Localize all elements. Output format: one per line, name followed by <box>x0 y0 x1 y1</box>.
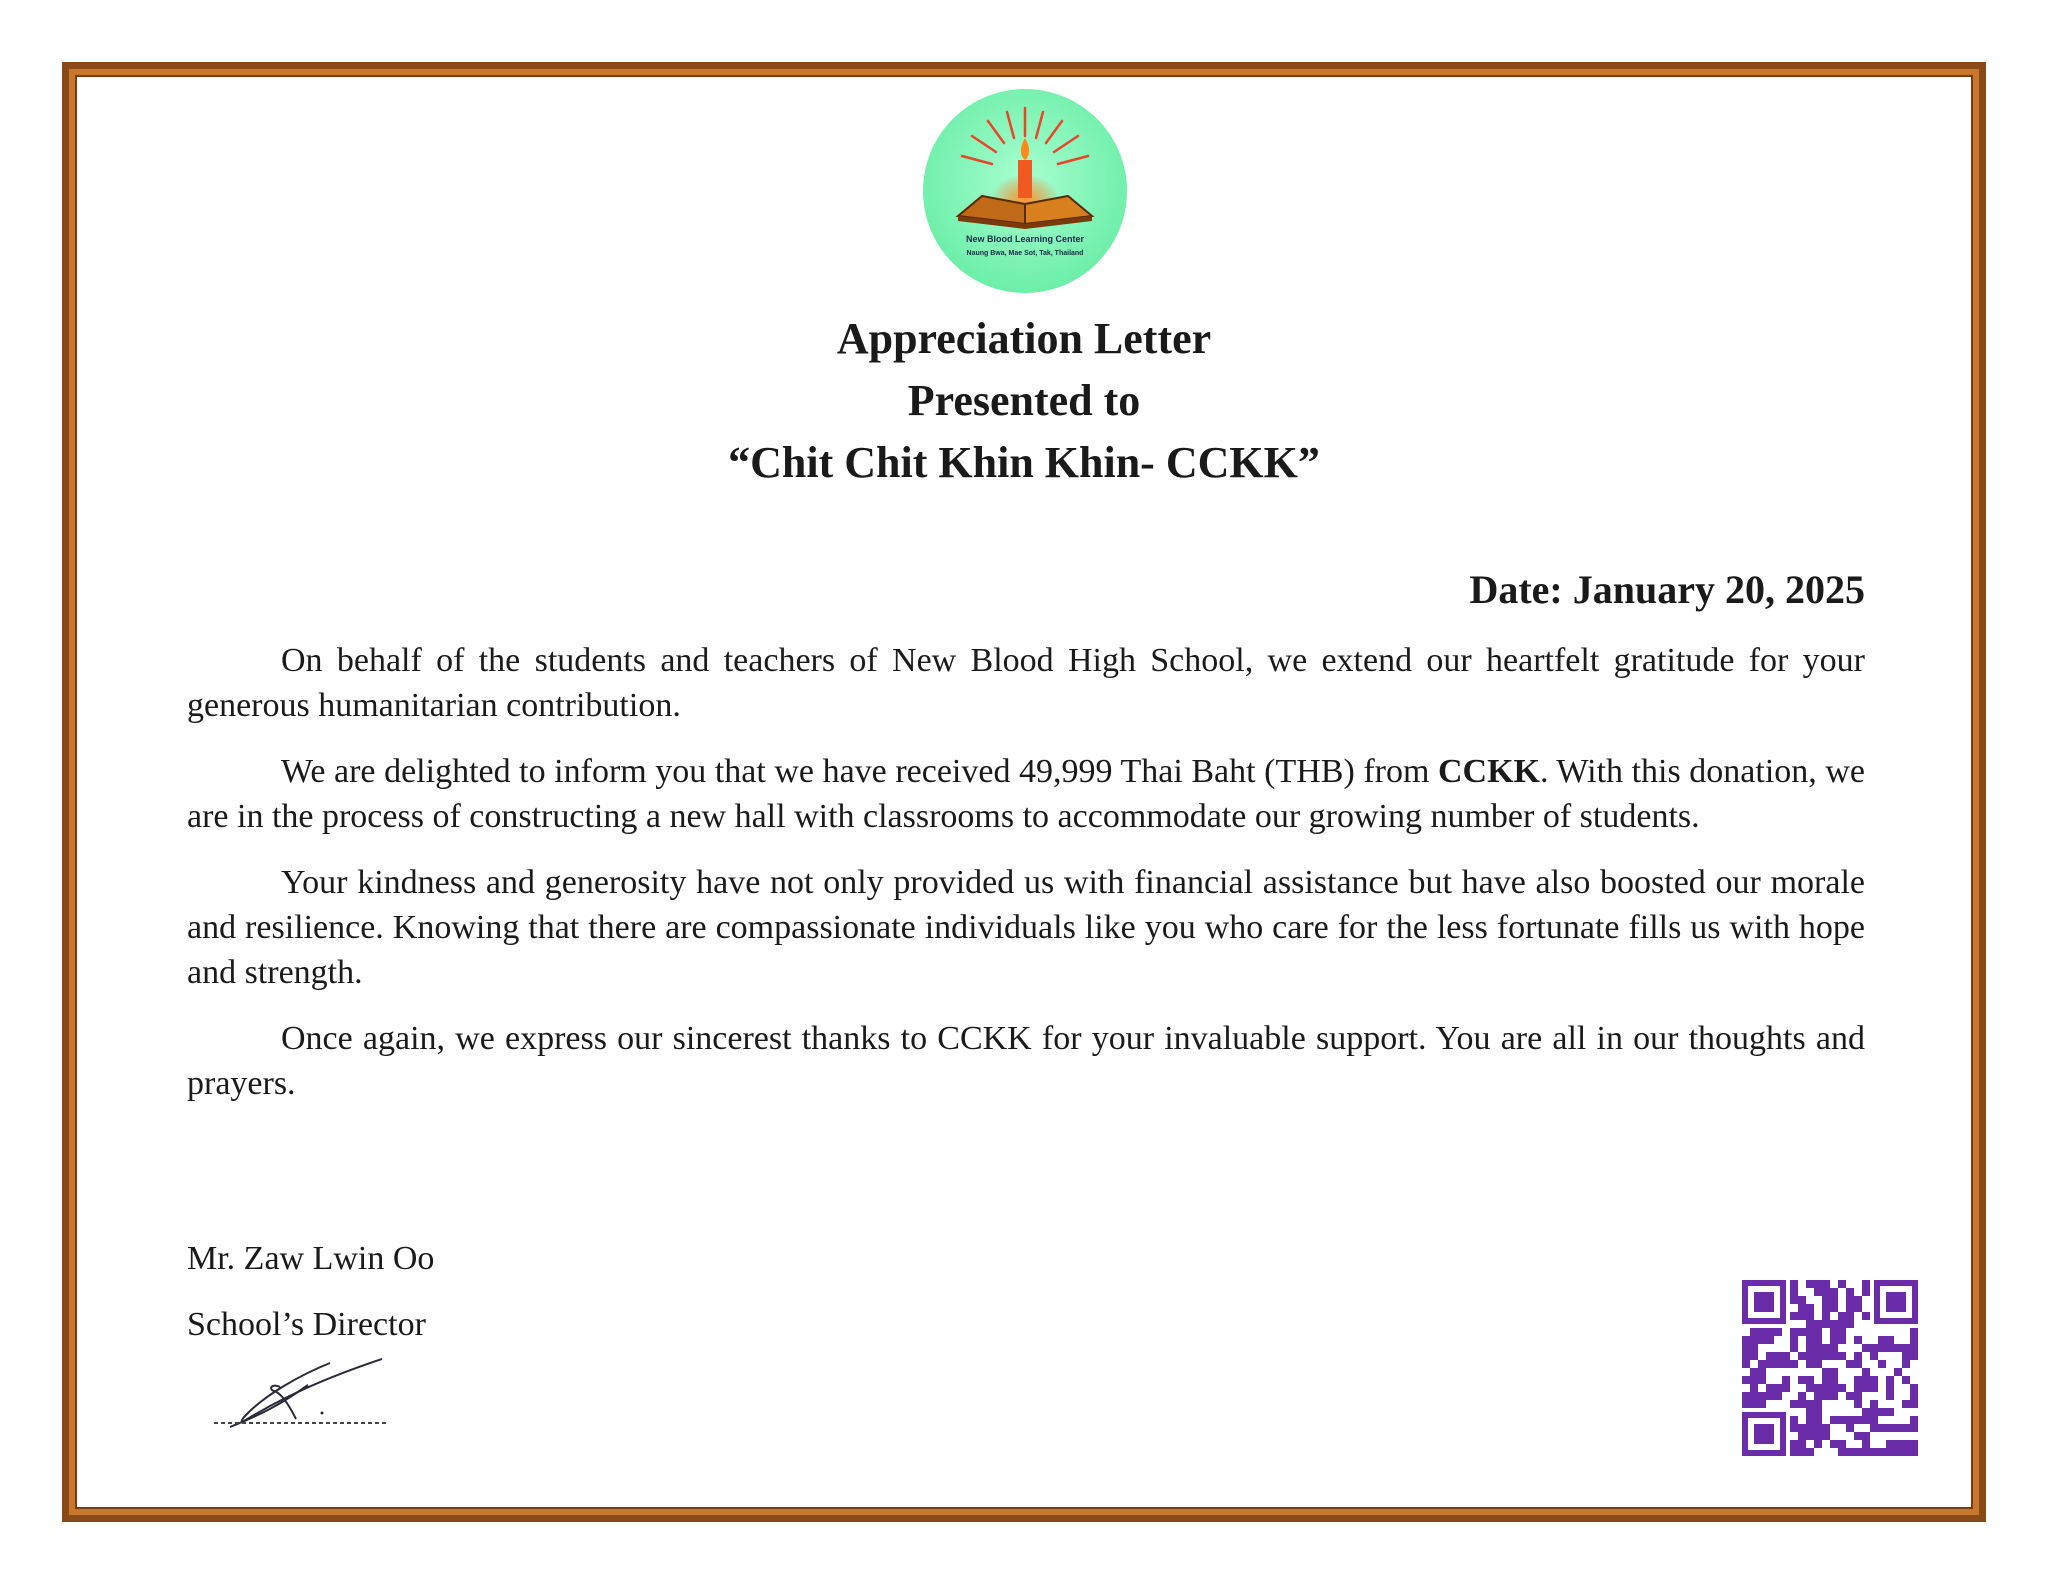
letter-date: Date: January 20, 2025 <box>1469 567 1865 612</box>
donor-name: CCKK <box>1437 753 1540 790</box>
logo-name: New Blood Learning Center <box>965 234 1085 244</box>
paragraph-4: Once again, we express our sincerest thanks to CCKK for your invaluable support. You are all in our thoughts and prayers. <box>187 1020 1865 1102</box>
title-line-1: Appreciation Letter <box>836 314 1212 363</box>
candle-book-icon <box>922 88 1128 294</box>
letter-title <box>0 308 2048 494</box>
letter-body <box>187 638 1865 1127</box>
paragraph-1: On behalf of the students and teachers of New Blood High School, we extend our heartfelt gratitude for your generous humanitarian contribution. <box>187 642 1865 724</box>
paragraph-2-start: We are delighted to inform you that we have received 49,999 Thai Baht (THB) from <box>281 753 1438 790</box>
signer-name: Mr. Zaw Lwin Oo <box>187 1240 435 1277</box>
recipient-name: “Chit Chit Khin Khin- CCKK” <box>728 438 1320 487</box>
logo-address: Naung Bwa, Mae Sot, Tak, Thailand <box>966 250 1084 257</box>
signature-icon <box>210 1345 390 1435</box>
signer-role: School’s Director <box>187 1306 426 1343</box>
qr-code-icon <box>1742 1280 1918 1456</box>
paragraph-2 <box>187 749 1865 839</box>
paragraph-3: Your kindness and generosity have not only provided us with financial assistance but have also boosted our morale and resilience. Knowing that there are compassionate individuals like you who care for the less fortunate fills us with hope and strength. <box>187 864 1865 991</box>
title-line-2: Presented to <box>907 376 1141 425</box>
paragraph-2-end: . With this donation, we are in the process of constructing a new hall with classrooms to accommodate our growing number of students. <box>187 753 1865 835</box>
